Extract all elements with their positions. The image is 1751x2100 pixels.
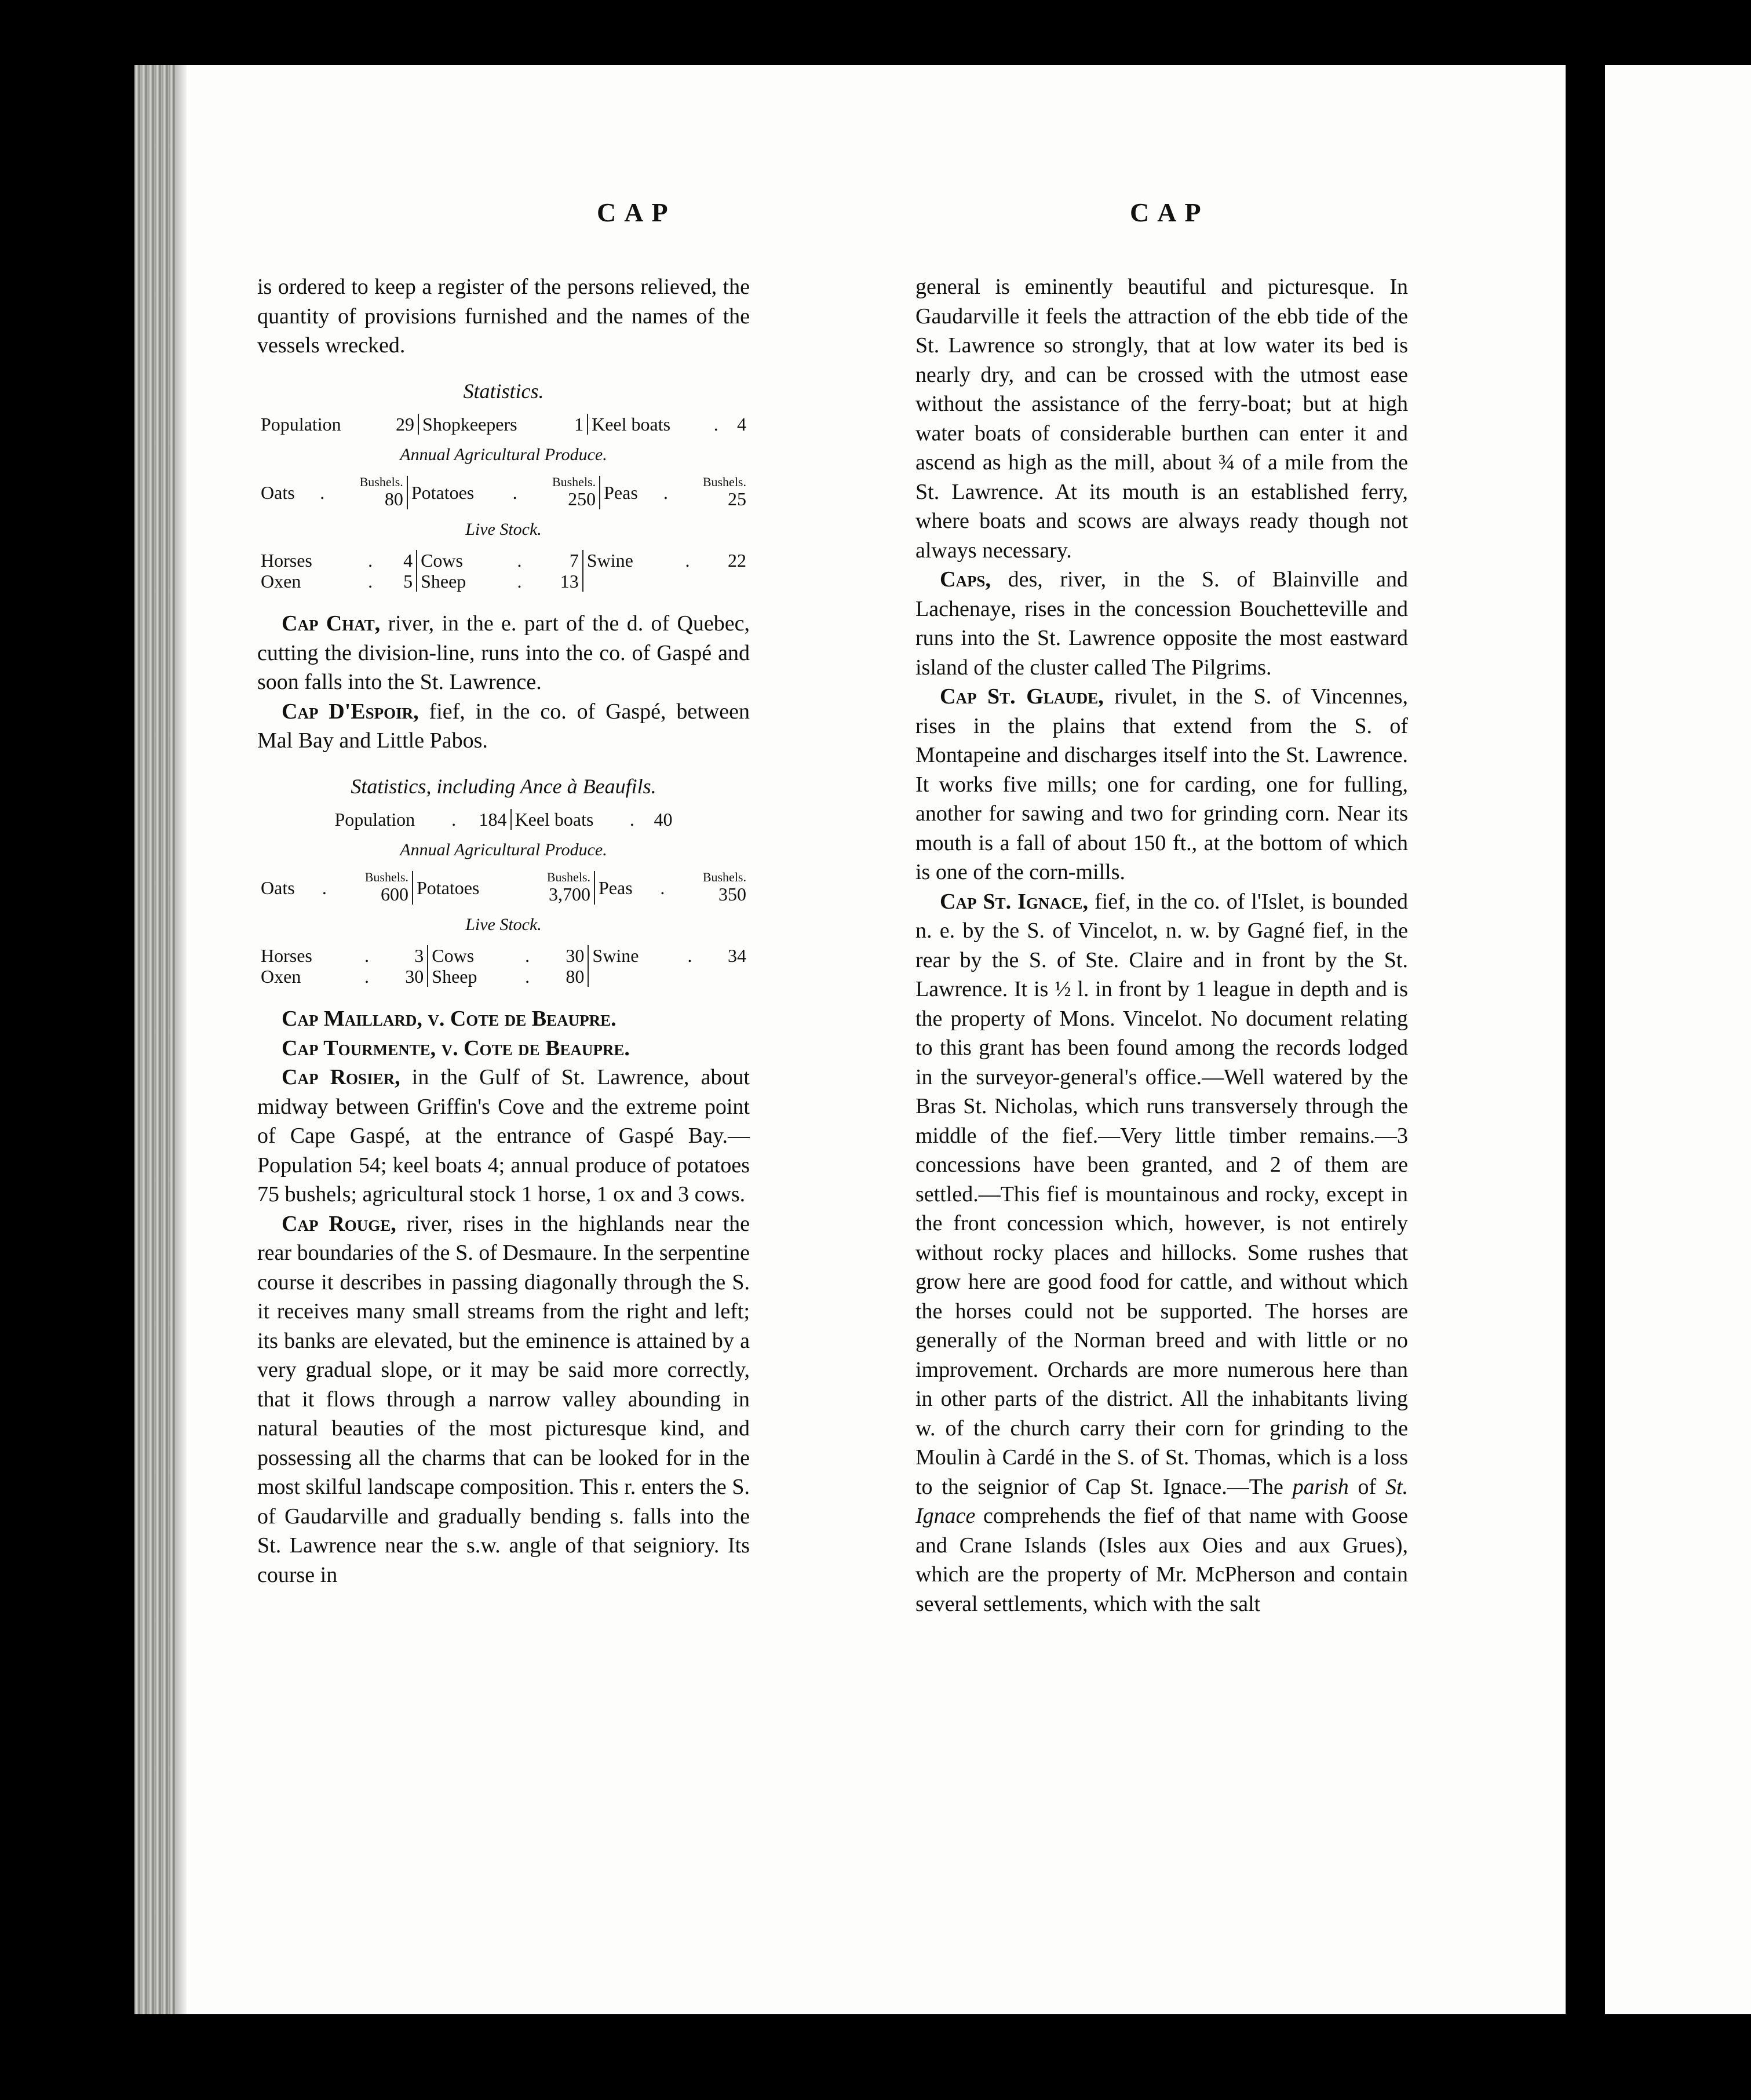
cell: Oxen <box>261 571 301 592</box>
cell: . <box>629 809 634 830</box>
statistics-heading: Statistics. <box>463 379 544 403</box>
entry-title: Cap D'Espoir, <box>282 699 419 724</box>
cell: 184 <box>479 809 507 830</box>
cell: Peas <box>594 871 656 905</box>
entry-text: fief, in the co. of l'Islet, is bounded n. e. by the S. of Vincelot, n. w. by Gagné fief, in the rear by the S. of Ste. Claire and in front by the St. Lawrence. It is ½ l. in front by 1 league in depth and is the property of Mons. Vincelot. No document relating to this grant has been found among the records lodged in the surveyor-general's office.—Well watered by the Bras St. Nicholas, which runs transversely through the middle of the fief.—Very little timber remains.—3 concessions have been granted, and 2 of them are settled.—This fief is mountainous and rocky, except in the front concession which, however, is not entirely without rocky places and hillocks. Some rushes that grow here are good food for cattle, and without which the horses could not be supported. The horses are generally of the Norman breed and with little or no improvement. Orchards are more numerous here than in other parts of the district. All the inhabitants living w. of the church carry their corn for grinding to the Moulin à Cardé in the S. of St. Thomas, which is a loss to the seignior of Cap St. Ignace.—The <box>915 889 1409 1499</box>
bushels-label: Bushels. <box>702 474 746 489</box>
cell: . <box>660 877 665 898</box>
cell: 1 <box>574 414 584 435</box>
entry-text: comprehends the fief of that name with Goose and Crane Islands (Isles aux Oies and aux Grues), which are the property of Mr. McPherson and contain several settlements, which with the salt <box>915 1504 1408 1616</box>
entry-title: Caps, <box>940 567 991 592</box>
cell: . <box>687 945 692 966</box>
cell: Horses <box>261 945 312 966</box>
live-stock-heading-2: Live Stock. <box>465 914 542 934</box>
bushels-label: Bushels. <box>364 869 408 884</box>
entry-text-italic: parish <box>1292 1474 1349 1499</box>
entry-title: Cap Rosier, <box>282 1065 400 1089</box>
entry-title: Cap Rouge, <box>282 1211 396 1236</box>
cell: . <box>451 809 457 830</box>
cell: Oats <box>261 877 295 898</box>
cell: . <box>517 571 522 592</box>
cell: Cows <box>417 550 513 571</box>
entry-title: Cap St. Ignace, <box>940 889 1088 914</box>
cell: Cows <box>428 945 521 966</box>
entry-cap-rouge <box>257 1209 750 1590</box>
entry-text: in the Gulf of St. Lawrence, about midway between Griffin's Cove and the extreme point of Cape Gaspé, at the entrance of Gaspé Bay.—Population 54; keel boats 4; annual produce of potatoes 75 bushels; agricultural stock 1 horse, 1 ox and 3 cows. <box>257 1065 750 1206</box>
statistics-heading-2: Statistics, including Ance à Beaufils. <box>351 774 656 798</box>
cell: . <box>713 414 718 435</box>
population-table-2 <box>331 809 676 830</box>
cell: Keel boats <box>588 414 710 435</box>
paragraph-continuation: general is eminently beautiful and picturesque. In Gaudarville it feels the attraction of the ebb tide of the St. Lawrence so strongly, that at low water its bed is nearly dry, and can be crossed with the utmost ease without the assistance of the ferry-boat; but at high water boats of considerable burthen can enter it and ascend as high as the mill, about ¾ of a mile from the St. Lawrence. At its mouth is an established ferry, where boats and scows are always ready though not always necessary. <box>915 275 1408 563</box>
entry-cap-chat <box>257 609 750 697</box>
entry-title: Cap Chat, <box>282 611 381 636</box>
bushels-label: Bushels. <box>546 869 590 884</box>
entry-cap-tourmente: Cap Tourmente, v. Cote de Beaupre. <box>282 1036 630 1060</box>
cell: 22 <box>728 550 746 571</box>
cell: Horses <box>261 550 312 571</box>
value: 600 <box>380 883 408 905</box>
live-stock-heading: Live Stock. <box>465 519 542 539</box>
entry-caps-des <box>915 565 1408 682</box>
entry-text: des, river, in the S. of Blainville and Lachenaye, rises in the concession Bouchetteville and runs into the St. Lawrence opposite the most eastward island of the cluster called The Pilgrims. <box>915 567 1408 680</box>
cell <box>333 476 407 509</box>
cell: 13 <box>560 571 579 592</box>
live-stock-table-2 <box>257 945 750 987</box>
book-binding <box>134 65 175 2014</box>
live-stock-table <box>257 550 750 592</box>
cell: 80 <box>566 966 585 987</box>
entry-cap-rosier <box>257 1063 750 1209</box>
right-column <box>915 272 1408 1618</box>
cell: . <box>364 945 369 966</box>
cell: . <box>525 966 530 987</box>
population-table <box>257 414 750 435</box>
produce-table <box>257 476 750 509</box>
value: 80 <box>384 488 403 509</box>
value: 3,700 <box>549 883 590 905</box>
produce-table-2 <box>257 871 750 905</box>
entry-text: river, in the e. part of the d. of Quebec, cutting the division-line, runs into the co. of Gaspé and soon falls into the St. Lawrence. <box>257 611 750 694</box>
cell: Peas <box>600 476 660 509</box>
entry-text: fief, in the co. of Gaspé, between Mal Bay and Little Pabos. <box>257 699 750 753</box>
entry-cap-maillard: Cap Maillard, v. Cote de Beaupre. <box>282 1007 617 1031</box>
cell: 3 <box>414 945 424 966</box>
cell: 30 <box>566 945 585 966</box>
cell: . <box>322 877 327 898</box>
entry-cap-st-ignace <box>915 887 1408 1619</box>
cell: 4 <box>737 414 746 435</box>
cell: 4 <box>403 550 413 571</box>
cell: 34 <box>728 945 746 966</box>
cell: Oxen <box>261 966 301 987</box>
entry-cap-despoir <box>257 697 750 756</box>
cell <box>336 871 413 905</box>
cell <box>677 476 750 509</box>
running-head-left: CAP <box>597 198 676 227</box>
bushels-label: Bushels. <box>359 474 403 489</box>
binding-shadow <box>175 65 187 2014</box>
cell: . <box>517 550 522 571</box>
entry-cap-st-glaude <box>915 682 1408 887</box>
entry-text: river, rises in the highlands near the rear boundaries of the S. of Desmaure. In the serpentine course it describes in passing diagonally through the S. it receives many small streams from the right and left; its banks are elevated, but the eminence is attained by a very gradual slope, or it may be said more correctly, that it flows through a narrow valley abounding in natural beauties of the most picturesque kind, and possessing all the charms that can be looked for in the most skilful landscape composition. This r. enters the S. of Gaudarville and gradually bending s. falls into the St. Lawrence near the s.w. angle of that seigniory. Its course in <box>257 1211 750 1587</box>
cell: Population <box>334 809 415 830</box>
cell: . <box>368 550 373 571</box>
running-head-right: CAP <box>1130 198 1209 227</box>
cell: Shopkeepers <box>418 414 564 435</box>
cell: 29 <box>396 414 415 435</box>
cell: . <box>525 945 530 966</box>
cell <box>526 476 600 509</box>
cell: Potatoes <box>413 871 518 905</box>
value: 25 <box>728 488 746 509</box>
cell: 5 <box>403 571 413 592</box>
bushels-label: Bushels. <box>552 474 596 489</box>
left-column <box>257 272 750 1589</box>
cell: Sheep <box>428 966 521 987</box>
cell: 30 <box>405 966 424 987</box>
value: 350 <box>718 883 746 905</box>
cell: Swine <box>588 945 684 966</box>
cell <box>518 871 594 905</box>
bushels-label: Bushels. <box>702 869 746 884</box>
cell: Oats <box>261 482 295 503</box>
cell: Population <box>261 414 341 435</box>
cell: 40 <box>654 809 673 830</box>
cell: Potatoes <box>407 476 509 509</box>
cell: Swine <box>583 550 682 571</box>
entry-text-italic: St. Ignace <box>915 1474 1409 1528</box>
cell <box>674 871 750 905</box>
cell: 7 <box>569 550 579 571</box>
entry-text: of <box>1348 1474 1385 1499</box>
cell: . <box>320 482 325 503</box>
cell: . <box>685 550 690 571</box>
value: 250 <box>568 488 596 509</box>
cell: . <box>364 966 369 987</box>
adjacent-page-edge <box>1605 65 1751 2014</box>
entry-title: Cap St. Glaude, <box>940 684 1104 709</box>
entry-text: rivulet, in the S. of Vincennes, rises in the plains that extend from the S. of Montapeine and discharges itself into the St. Lawrence. It works five mills; one for carding, one for fulling, another for sawing and two for grinding corn. Near its mouth is a fall of about 150 ft., at the bottom of which is one of the corn-mills. <box>915 684 1408 884</box>
cell: Keel boats <box>511 809 626 830</box>
cell <box>583 571 682 592</box>
cell: . <box>663 482 668 503</box>
cell: . <box>512 482 517 503</box>
produce-heading: Annual Agricultural Produce. <box>400 445 607 464</box>
cell <box>588 966 684 987</box>
produce-heading-2: Annual Agricultural Produce. <box>400 840 607 859</box>
paragraph-continuation: is ordered to keep a register of the persons relieved, the quantity of provisions furnished and the names of the vessels wrecked. <box>257 275 750 358</box>
cell: Sheep <box>417 571 513 592</box>
cell: . <box>368 571 373 592</box>
